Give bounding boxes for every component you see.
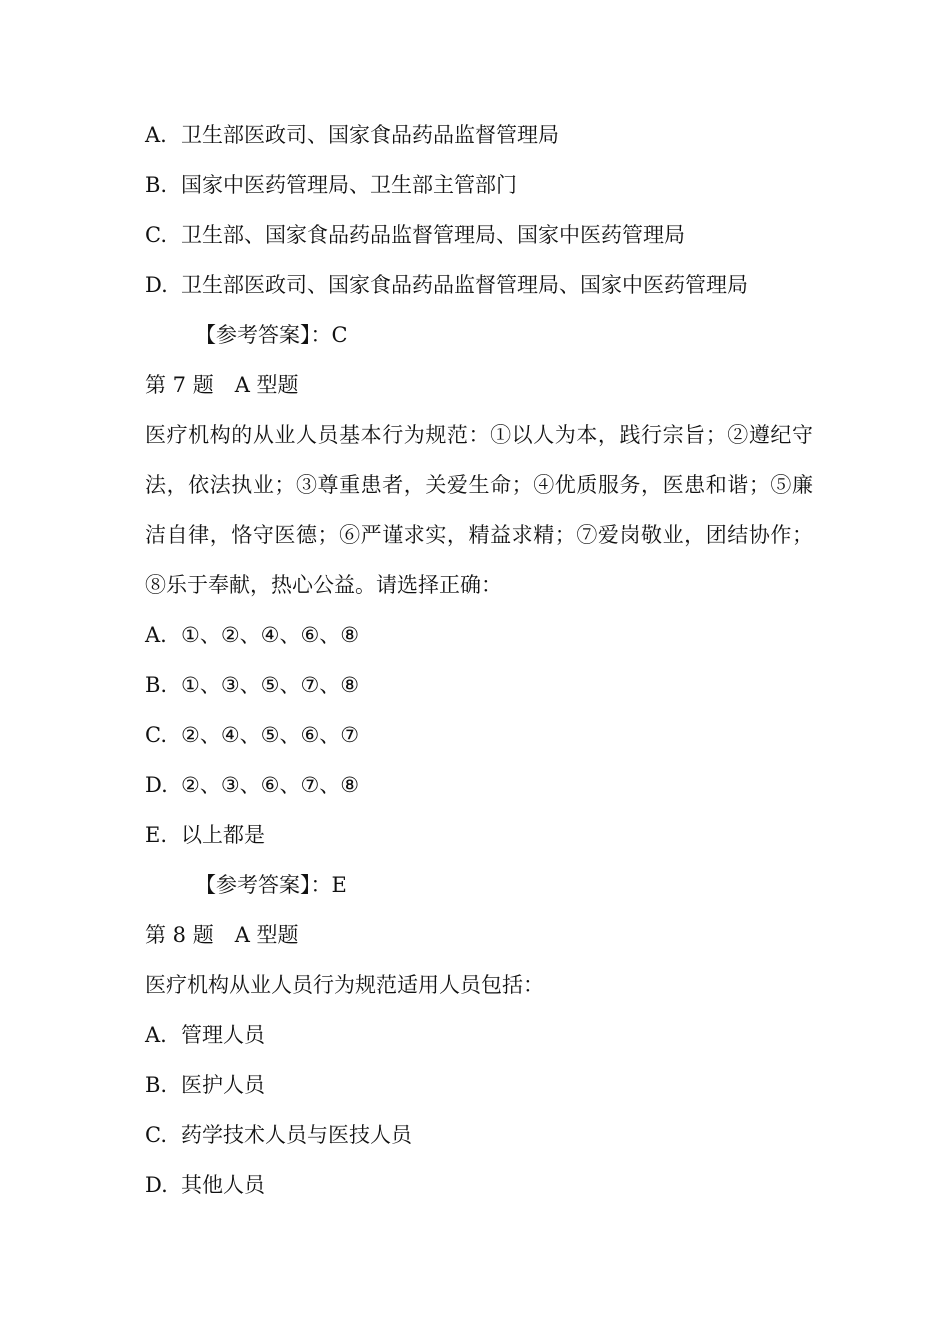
option-text: 管理人员 (181, 1023, 265, 1047)
option-text: 以上都是 (181, 823, 265, 847)
option-text: ②、③、⑥、⑦、⑧ (181, 773, 360, 797)
q6-option-a (145, 110, 825, 160)
option-letter: A. (145, 123, 167, 147)
q7-heading: 第 7 题 A 型题 (145, 373, 299, 397)
option-letter: B. (145, 673, 168, 697)
option-letter: C. (145, 1123, 167, 1147)
option-letter: B. (145, 1073, 168, 1097)
option-text: 医护人员 (181, 1073, 265, 1097)
q7-option-a (145, 610, 825, 660)
q6-option-b (145, 160, 825, 210)
option-letter: B. (145, 173, 168, 197)
option-text: ②、④、⑤、⑥、⑦ (181, 723, 360, 747)
option-letter: A. (145, 1023, 167, 1047)
option-text: ①、③、⑤、⑦、⑧ (181, 673, 360, 697)
option-letter: E. (145, 823, 168, 847)
option-letter: C. (145, 723, 167, 747)
option-text: 国家中医药管理局、卫生部主管部门 (181, 173, 517, 197)
option-text: 卫生部医政司、国家食品药品监督管理局 (181, 123, 559, 147)
q6-option-c (145, 210, 825, 260)
option-letter: D. (145, 273, 168, 297)
option-text: 其他人员 (181, 1173, 265, 1197)
q7-stem: 医疗机构的从业人员基本行为规范：①以人为本，践行宗旨；②遵纪守法，依法执业；③尊重患者，关爱生命；④优质服务，医患和谐；⑤廉洁自律，恪守医德；⑥严谨求实，精益求精；⑦爱岗敬业，团结协作；⑧乐于奉献，热心公益。请选择正确： (145, 423, 813, 597)
q8-heading: 第 8 题 A 型题 (145, 923, 299, 947)
q6-answer: 【参考答案】：C (195, 323, 348, 347)
q7-option-b (145, 660, 825, 710)
q8-option-c (145, 1110, 825, 1160)
document-page (145, 110, 825, 1210)
option-letter: D. (145, 773, 168, 797)
q7-option-c (145, 710, 825, 760)
option-letter: C. (145, 223, 167, 247)
option-text: 卫生部、国家食品药品监督管理局、国家中医药管理局 (181, 223, 685, 247)
q8-option-a (145, 1010, 825, 1060)
q8-option-d (145, 1160, 825, 1210)
option-text: ①、②、④、⑥、⑧ (181, 623, 360, 647)
option-text: 药学技术人员与医技人员 (181, 1123, 412, 1147)
q7-option-d (145, 760, 825, 810)
option-text: 卫生部医政司、国家食品药品监督管理局、国家中医药管理局 (181, 273, 748, 297)
option-letter: D. (145, 1173, 168, 1197)
q8-stem: 医疗机构从业人员行为规范适用人员包括： (145, 973, 544, 997)
option-letter: A. (145, 623, 167, 647)
q8-option-b (145, 1060, 825, 1110)
q7-answer: 【参考答案】：E (195, 873, 347, 897)
q6-option-d (145, 260, 825, 310)
q7-option-e (145, 810, 825, 860)
